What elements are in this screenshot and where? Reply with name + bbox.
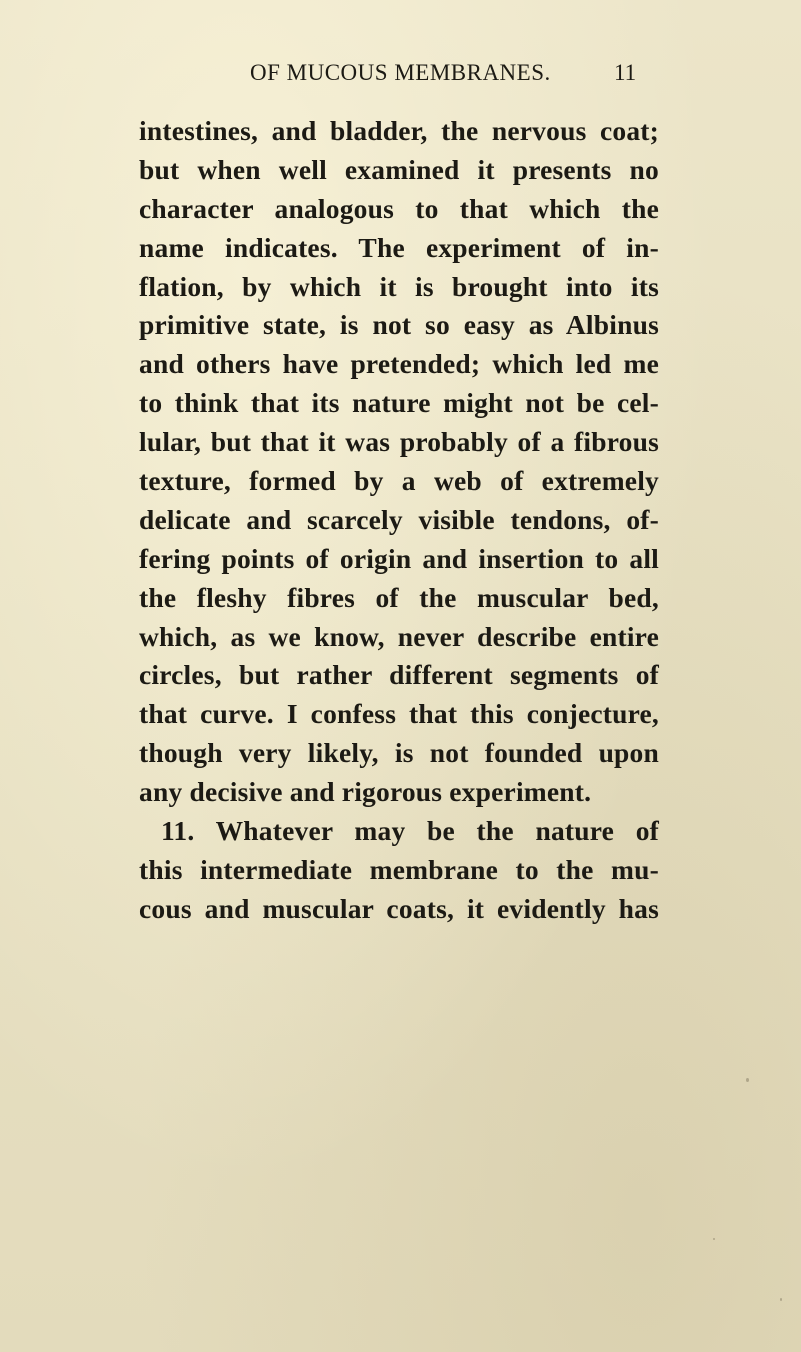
text-line: lular, but that it was probably of a fibrous xyxy=(139,426,659,458)
text-line: that curve. I confess that this conjecture, xyxy=(139,698,659,730)
text-line: which, as we know, never describe entire xyxy=(139,620,659,652)
section-start-line: 11. Whatever may be the nature of xyxy=(161,815,659,847)
paper-speck xyxy=(713,1238,715,1240)
text-line: name indicates. The experiment of in- xyxy=(139,231,659,263)
text-line: this intermediate membrane to the mu- xyxy=(139,853,659,885)
running-title: OF MUCOUS MEMBRANES. xyxy=(250,60,551,85)
text-line: character analogous to that which the xyxy=(139,192,659,224)
text-line: circles, but rather different segments of xyxy=(139,659,659,691)
page-number: 11 xyxy=(614,60,637,85)
text-line: cous and muscular coats, it evidently has xyxy=(139,892,659,924)
text-line: the fleshy fibres of the muscular bed, xyxy=(139,581,659,613)
paper-speck xyxy=(746,1078,749,1082)
text-line: flation, by which it is brought into its xyxy=(139,270,659,302)
paper-speck xyxy=(780,1298,782,1301)
text-line: intestines, and bladder, the nervous coat; xyxy=(139,115,659,146)
text-line: but when well examined it presents no xyxy=(139,153,659,185)
page-header xyxy=(0,60,801,92)
text-line: fering points of origin and insertion to all xyxy=(139,542,659,574)
text-line: primitive state, is not so easy as Albinus xyxy=(139,309,659,341)
text-line last: any decisive and rigorous experiment. xyxy=(139,776,592,808)
text-line: and others have pretended; which led me xyxy=(139,348,659,380)
body-text xyxy=(139,112,659,929)
text-line: delicate and scarcely visible tendons, of- xyxy=(139,503,659,535)
text-line: though very likely, is not founded upon xyxy=(139,737,659,769)
text-line: to think that its nature might not be cel- xyxy=(139,387,659,419)
text-line: texture, formed by a web of extremely xyxy=(139,465,659,497)
